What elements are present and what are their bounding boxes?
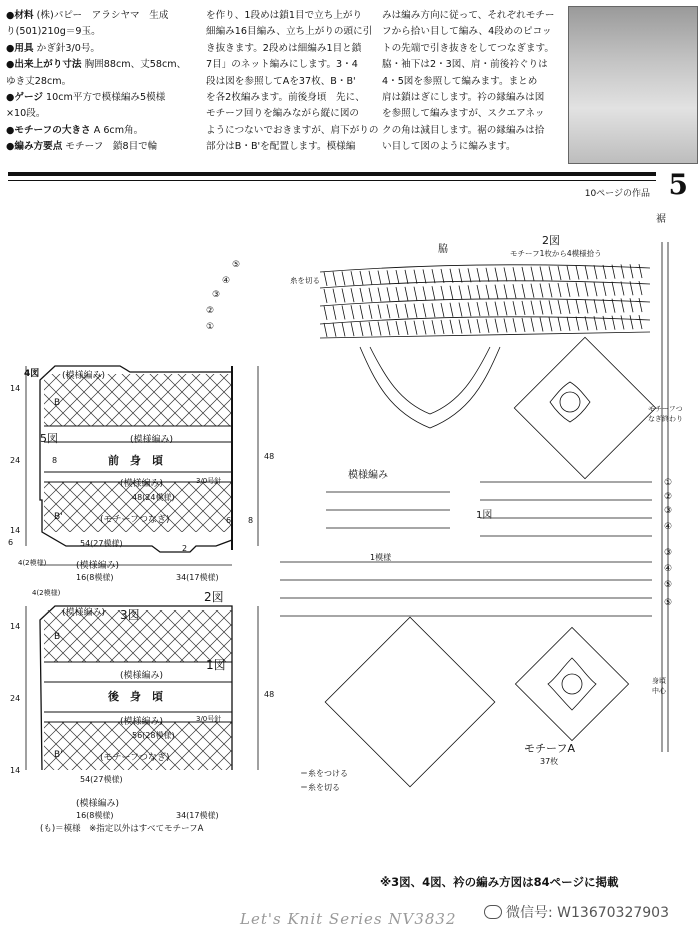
stitch-mark (477, 285, 480, 299)
chart-legend-cut: ＝糸を切る (300, 783, 340, 792)
stitch-mark (468, 302, 471, 316)
stitch-mark (522, 318, 525, 332)
front-h24: 24 (10, 456, 21, 465)
stitch-mark (333, 306, 336, 320)
instructions-column-3 (382, 8, 562, 156)
instruction-line: クの角は減目します。裾の縁編みは拾 (382, 124, 545, 136)
materials-line-text: ×10段。 (6, 108, 46, 120)
stitch-mark (432, 320, 435, 334)
series-title: Let's Knit Series NV3832 (240, 910, 457, 928)
stitch-mark (504, 318, 507, 332)
materials-line (6, 106, 206, 122)
fig5-label: 5図 (40, 432, 58, 445)
stitch-mark (585, 299, 588, 313)
stitch-mark (468, 285, 471, 299)
chart-motif-a-count: 37枚 (540, 757, 559, 766)
instruction-line: き抜きます。2段めは細編み1目と鎖 (206, 42, 362, 54)
instruction-line: 肩は鎖はぎにします。衿の縁編みは図 (382, 92, 545, 104)
stitch-mark (567, 317, 570, 331)
row-label: ④ (222, 276, 231, 286)
instruction-line: を参照して編みますが、スクエアネッ (382, 108, 545, 120)
stitch-mark (549, 266, 552, 280)
front-h14b: 14 (10, 526, 21, 535)
stitch-mark (495, 302, 498, 316)
stitch-mark (495, 268, 498, 282)
stitch-mark (351, 288, 354, 302)
chart-body-center: 身頃中心 (652, 677, 666, 695)
stitch-mark (459, 303, 462, 317)
back-band2: (模様編み) (120, 671, 164, 681)
instruction-line: フから拾い目して編み、4段めのピコッ (382, 26, 552, 38)
fig4-label: 4図 (24, 369, 40, 379)
back-h24: 24 (10, 694, 21, 703)
stitch-mark (369, 288, 372, 302)
stitch-mark (504, 267, 507, 281)
back-hem-dim: 54(27模様) (80, 775, 123, 784)
stitch-mark (387, 287, 390, 301)
stitch-mark (513, 301, 516, 315)
back-width: 56(28模様) (132, 731, 175, 740)
stitch-mark (621, 281, 624, 295)
stitch-mark (630, 298, 633, 312)
front-width: 48(24模様) (132, 493, 175, 502)
stitch-mark (342, 271, 345, 285)
stitch-mark (558, 283, 561, 297)
materials-line-text: ゆき丈28cm。 (6, 75, 72, 87)
stitch-mark (342, 305, 345, 319)
back-fig2-label: 2図 (204, 590, 224, 604)
row-label: ② (206, 306, 215, 316)
stitch-mark (441, 286, 444, 300)
stitch-mark (630, 315, 633, 329)
stitch-mark (603, 265, 606, 279)
chart-fig1: 1図 (476, 510, 493, 521)
instruction-line: を各2枚編みます。前後身頃 先に、 (206, 92, 365, 104)
materials-line-text: 10cm平方で模様編み5模様 (42, 92, 166, 104)
stitch-mark (594, 265, 597, 279)
front-d2: 2 (182, 544, 188, 553)
row-label: ① (664, 478, 673, 488)
materials-line-key: ●用具 (6, 42, 34, 54)
front-band1: (模様編み) (62, 371, 106, 381)
row-label: ③ (664, 506, 673, 516)
stitch-mark (360, 288, 363, 302)
stitch-mark (468, 319, 471, 333)
materials-line-text: A 6cm角。 (90, 124, 144, 136)
stitch-mark (639, 264, 642, 278)
materials-line-key: ●モチーフの大きさ (6, 124, 91, 136)
stitch-mark (405, 270, 408, 284)
instructions-column-2 (206, 8, 379, 156)
row-label: ④ (664, 564, 673, 574)
stitch-mark (432, 286, 435, 300)
stitch-mark (504, 284, 507, 298)
instruction-line: 段は図を参照してAを37枚、B・B' (206, 75, 356, 87)
stitch-mark (639, 298, 642, 312)
back-band1: (模様編み) (62, 608, 106, 618)
stitch-mark (522, 301, 525, 315)
front-band3: (模様編み) (120, 479, 164, 489)
chart-motif-pick: モチーフ1枚から4模様拾う (510, 249, 602, 258)
back-band3: (模様編み) (120, 717, 164, 727)
materials-line-text: (株)パピー アラシヤマ 生成 (33, 10, 169, 21)
stitch-mark (513, 284, 516, 298)
stitch-mark (594, 299, 597, 313)
materials-line-text: 胸囲88cm、丈58cm、 (81, 59, 187, 71)
materials-line (6, 139, 206, 155)
stitch-mark (333, 323, 336, 337)
stitch-mark (585, 265, 588, 279)
front-d6: 6 (8, 538, 14, 547)
fig3-label: 3図 (120, 608, 140, 622)
stitch-mark (333, 272, 336, 286)
stitch-mark (486, 319, 489, 333)
row-label: ② (664, 492, 673, 502)
stitch-mark (423, 286, 426, 300)
back-hem: (模様編み) (76, 799, 120, 809)
stitch-mark (387, 270, 390, 284)
instruction-line: い目して図のように編みます。 (382, 141, 516, 153)
stitch-mark (324, 272, 327, 286)
instruction-line: トの先端で引き抜きをしてつなぎます。 (382, 42, 554, 54)
front-title: 前 身 頃 (108, 454, 163, 467)
back-h14a: 14 (10, 622, 21, 631)
materials-line (6, 123, 206, 139)
stitch-mark (324, 289, 327, 303)
chart-side: 脇 (438, 244, 448, 255)
stitch-mark (342, 288, 345, 302)
stitch-mark (351, 305, 354, 319)
front-hook: 3/0号針 (196, 477, 222, 485)
stitch-mark (459, 320, 462, 334)
stitch-mark (531, 301, 534, 315)
stitch-mark (450, 320, 453, 334)
stitch-mark (549, 300, 552, 314)
instruction-line: 4・5図を参照して編みます。まとめ (382, 75, 538, 87)
stitch-mark (459, 286, 462, 300)
materials-column (6, 8, 206, 156)
front-motif: (モチーフつなぎ) (100, 515, 170, 525)
watermark (484, 902, 669, 922)
stitch-mark (378, 305, 381, 319)
stitch-mark (324, 323, 327, 337)
stitch-mark (540, 318, 543, 332)
stitch-mark (594, 282, 597, 296)
stitch-mark (396, 287, 399, 301)
row-label: ③ (664, 548, 673, 558)
stitch-mark (450, 303, 453, 317)
front-b-label: B (54, 398, 61, 408)
stitch-mark (630, 264, 633, 278)
materials-line (6, 90, 206, 106)
back-d4: 4(2模様) (32, 589, 61, 597)
wechat-icon (484, 905, 502, 919)
stitch-mark (414, 304, 417, 318)
back-b-label: B (54, 632, 61, 642)
stitch-mark (585, 316, 588, 330)
instruction-line: モチーフ回りを編みながら縦に図の (206, 108, 360, 120)
row-label: ⑤ (664, 580, 673, 590)
stitch-mark (414, 321, 417, 335)
stitch-mark (567, 266, 570, 280)
materials-line (6, 41, 206, 57)
front-right-dim: 34(17模様) (176, 573, 219, 582)
stitch-mark (504, 301, 507, 315)
materials-line-key: ●ゲージ (6, 92, 43, 104)
materials-line (6, 24, 206, 40)
instruction-line: 細編み16目編み、立ち上がりの頭に引 (206, 26, 373, 38)
materials-line-key: ●編み方要点 (6, 141, 63, 153)
chart-pattern: 模様編み (348, 470, 388, 481)
stitch-mark (459, 269, 462, 283)
materials-line-text: かぎ針3/0号。 (33, 42, 101, 54)
stitch-mark (468, 268, 471, 282)
chart-motif-join-end: モチーフつなぎ終わり (648, 405, 683, 423)
stitch-mark (513, 267, 516, 281)
stitch-mark (477, 302, 480, 316)
stitch-mark (378, 271, 381, 285)
stitch-mark (396, 321, 399, 335)
instruction-line: 脇・袖下は2・3図、肩・前後衿ぐりは (382, 59, 548, 71)
stitch-mark (558, 266, 561, 280)
front-hem: (模様編み) (76, 561, 120, 571)
stitch-mark (576, 317, 579, 331)
stitch-mark (576, 266, 579, 280)
back-fig1-label: 1図 (206, 658, 226, 672)
stitch-mark (387, 321, 390, 335)
stitch-mark (531, 318, 534, 332)
front-b2-label: B' (54, 512, 63, 522)
stitch-mark (558, 300, 561, 314)
schematic-footnote: (も)＝模様 ※指定以外はすべてモチーフA (40, 824, 204, 834)
back-b2-label: B' (54, 750, 63, 760)
stitch-mark (369, 271, 372, 285)
instruction-line: 7目」のネット編みにします。3・4 (206, 59, 358, 71)
materials-line-key: ●出来上がり寸法 (6, 59, 82, 71)
garment-photo (568, 6, 698, 164)
chart-legend-attach: ＝糸をつける (300, 769, 348, 778)
stitch-mark (522, 267, 525, 281)
front-left-dim: 16(8模様) (76, 573, 114, 582)
stitch-mark (360, 305, 363, 319)
stitch-mark (531, 267, 534, 281)
stitch-mark (450, 269, 453, 283)
materials-line-text: り(501)210g＝9玉。 (6, 26, 101, 38)
stitch-mark (360, 271, 363, 285)
stitch-mark (396, 304, 399, 318)
stitch-mark (405, 321, 408, 335)
materials-line-key: ●材料 (6, 10, 34, 21)
materials-line (6, 74, 206, 90)
front-d8r: 8 (248, 516, 254, 525)
stitch-mark (558, 317, 561, 331)
stitch-mark (486, 268, 489, 282)
instruction-line: ようにつないでおきますが、肩下がりの (206, 124, 379, 136)
stitch-mark (603, 299, 606, 313)
front-d8: 8 (52, 456, 58, 465)
stitch-mark (369, 322, 372, 336)
front-h14a: 14 (10, 384, 21, 393)
front-d4: 4(2模様) (18, 559, 47, 567)
chart-yarn-cut: 糸を切る (290, 276, 320, 285)
stitch-mark (486, 302, 489, 316)
header-rule-thin (8, 180, 656, 181)
header-rule (8, 172, 656, 176)
instruction-line: みは編み方向に従って、それぞれモチー (382, 10, 555, 21)
bottom-note: ※3図、4図、衿の編み方図は84ページに掲載 (380, 875, 619, 889)
materials-line-text: モチーフ 鎖8目で輪 (62, 141, 158, 153)
stitch-mark (432, 269, 435, 283)
stitch-mark (423, 320, 426, 334)
chart-one-pattern: 1模様 (370, 553, 392, 562)
stitch-mark (351, 271, 354, 285)
front-hem-dim: 54(27模様) (80, 539, 123, 548)
stitch-mark (576, 283, 579, 297)
stitch-mark (405, 304, 408, 318)
stitch-mark (567, 283, 570, 297)
row-label: ⑤ (664, 598, 673, 608)
stitch-mark (351, 322, 354, 336)
stitch-mark (567, 300, 570, 314)
stitch-mark (324, 306, 327, 320)
stitch-mark (414, 287, 417, 301)
stitch-mark (639, 281, 642, 295)
stitch-mark (414, 270, 417, 284)
stitch-mark (441, 269, 444, 283)
materials-line (6, 57, 206, 73)
reference-note: 10ページの作品 (584, 189, 650, 199)
back-left-dim: 16(8模様) (76, 811, 114, 820)
stitch-mark (432, 303, 435, 317)
stitch-mark (396, 270, 399, 284)
stitch-mark (378, 322, 381, 336)
stitch-mark (441, 320, 444, 334)
stitch-mark (360, 322, 363, 336)
instruction-line: を作り、1段めは鎖1目で立ち上がり (206, 10, 363, 21)
stitch-mark (513, 318, 516, 332)
front-d6r: 6 (226, 516, 232, 525)
stitch-mark (612, 282, 615, 296)
page-number: 5 (668, 168, 688, 201)
row-label: ④ (664, 522, 673, 532)
watermark-text: 微信号: W13670327903 (506, 905, 669, 921)
row-label: ① (206, 322, 215, 332)
stitch-mark (423, 303, 426, 317)
stitch-mark (522, 284, 525, 298)
stitch-mark (585, 282, 588, 296)
stitch-mark (540, 301, 543, 315)
chart-motif-a: モチーフA (524, 742, 575, 755)
stitch-mark (549, 283, 552, 297)
stitch-mark (450, 286, 453, 300)
stitch-mark (621, 315, 624, 329)
stitch-mark (495, 285, 498, 299)
chart-fig2: 2図 (542, 234, 560, 247)
stitch-mark (369, 305, 372, 319)
back-hook: 3/0号針 (196, 715, 222, 723)
row-label: ⑤ (232, 260, 241, 270)
back-motif: (モチーフつなぎ) (100, 753, 170, 763)
stitch-mark (387, 304, 390, 318)
stitch-mark (540, 284, 543, 298)
stitch-mark (549, 317, 552, 331)
stitch-mark (378, 288, 381, 302)
stitch-mark (477, 268, 480, 282)
stitch-mark (612, 316, 615, 330)
stitch-mark (531, 284, 534, 298)
row-label: ③ (212, 290, 221, 300)
stitch-mark (576, 300, 579, 314)
stitch-mark (441, 303, 444, 317)
chart-hem: 裾 (656, 214, 666, 225)
stitch-mark (423, 269, 426, 283)
materials-line (6, 8, 206, 24)
stitch-mark (333, 289, 336, 303)
back-title: 後 身 頃 (108, 690, 163, 703)
stitch-mark (342, 322, 345, 336)
instruction-line: 部分はB・B'を配置します。模様編 (206, 141, 356, 153)
stitch-mark (495, 319, 498, 333)
stitch-mark (477, 319, 480, 333)
front-band2: (模様編み) (130, 435, 174, 445)
stitch-mark (405, 287, 408, 301)
front-h48: 48 (264, 452, 275, 461)
back-right-dim: 34(17模様) (176, 811, 219, 820)
stitch-mark (639, 315, 642, 329)
stitch-mark (486, 285, 489, 299)
stitch-mark (603, 282, 606, 296)
back-h14b: 14 (10, 766, 21, 775)
back-h48: 48 (264, 690, 275, 699)
stitch-mark (540, 267, 543, 281)
